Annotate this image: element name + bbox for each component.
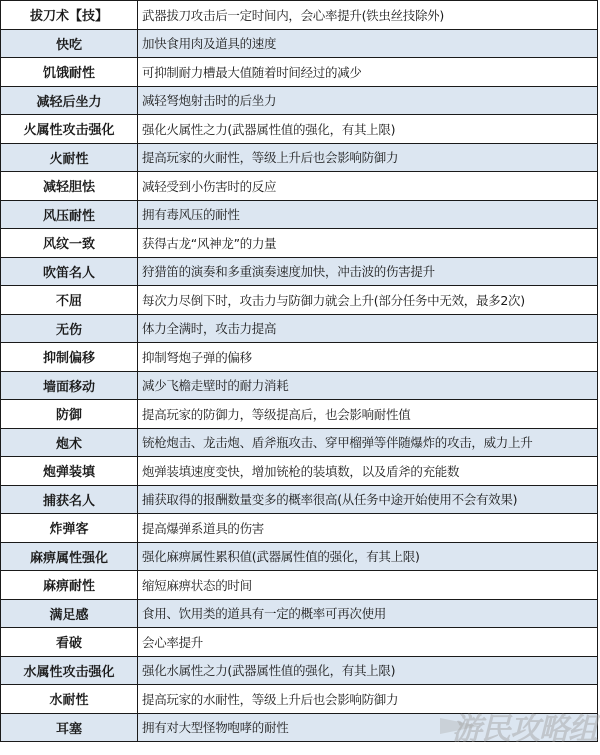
skill-description-cell: 武器拔刀攻击后一定时间内，会心率提升(铁虫丝技除外): [138, 1, 598, 30]
skill-description-cell: 捕获取得的报酬数量变多的概率很高(从任务中途开始使用不会有效果): [138, 485, 598, 514]
table-row: [1, 457, 598, 486]
skill-description-cell: 每次力尽倒下时，攻击力与防御力就会上升(部分任务中无效，最多2次): [138, 286, 598, 315]
skill-name-cell: 防御: [1, 400, 138, 429]
skill-description-cell: 食用、饮用类的道具有一定的概率可再次使用: [138, 599, 598, 628]
skill-description-cell: 减轻受到小伤害时的反应: [138, 172, 598, 201]
table-row: [1, 229, 598, 258]
table-row: [1, 58, 598, 87]
skill-name-cell: 炮术: [1, 428, 138, 457]
skill-name-cell: 拔刀术【技】: [1, 1, 138, 30]
skill-description-cell: 强化水属性之力(武器属性值的强化，有其上限): [138, 656, 598, 685]
table-row: [1, 400, 598, 429]
skill-description-cell: 炮弹装填速度变快，增加铳枪的装填数，以及盾斧的充能数: [138, 457, 598, 486]
table-row: [1, 371, 598, 400]
skill-description-cell: 拥有毒风压的耐性: [138, 200, 598, 229]
skills-table-body: [1, 1, 598, 742]
skill-name-cell: 看破: [1, 628, 138, 657]
skill-name-cell: 麻痹耐性: [1, 571, 138, 600]
table-row: [1, 314, 598, 343]
table-row: [1, 656, 598, 685]
skill-name-cell: 炮弹装填: [1, 457, 138, 486]
skill-description-cell: 可抑制耐力槽最大值随着时间经过的减少: [138, 58, 598, 87]
table-row: [1, 428, 598, 457]
table-row: [1, 1, 598, 30]
skill-name-cell: 无伤: [1, 314, 138, 343]
skill-name-cell: 抑制偏移: [1, 343, 138, 372]
skill-description-cell: 缩短麻痹状态的时间: [138, 571, 598, 600]
skill-description-cell: 强化火属性之力(武器属性值的强化，有其上限): [138, 115, 598, 144]
skill-description-cell: 体力全满时，攻击力提高: [138, 314, 598, 343]
skill-description-cell: 提高玩家的火耐性，等级上升后也会影响防御力: [138, 143, 598, 172]
table-row: [1, 514, 598, 543]
skill-name-cell: 风压耐性: [1, 200, 138, 229]
table-row: [1, 86, 598, 115]
skill-name-cell: 快吃: [1, 29, 138, 58]
skill-description-cell: 提高玩家的水耐性，等级上升后也会影响防御力: [138, 685, 598, 714]
watermark-text: 游民攻略组: [452, 712, 597, 747]
table-row: [1, 29, 598, 58]
table-row: [1, 485, 598, 514]
skill-description-cell: 会心率提升: [138, 628, 598, 657]
skill-name-cell: 火耐性: [1, 143, 138, 172]
table-row: [1, 143, 598, 172]
skill-description-cell: 铳枪炮击、龙击炮、盾斧瓶攻击、穿甲榴弹等伴随爆炸的攻击，威力上升: [138, 428, 598, 457]
skill-name-cell: 风纹一致: [1, 229, 138, 258]
skill-description-cell: 提高玩家的防御力，等级提高后，也会影响耐性值: [138, 400, 598, 429]
skill-name-cell: 减轻后坐力: [1, 86, 138, 115]
skill-name-cell: 火属性攻击强化: [1, 115, 138, 144]
skill-description-cell: 加快食用肉及道具的速度: [138, 29, 598, 58]
table-row: [1, 343, 598, 372]
skill-name-cell: 墙面移动: [1, 371, 138, 400]
skill-name-cell: 耳塞: [1, 713, 138, 742]
table-row: [1, 286, 598, 315]
table-row: [1, 599, 598, 628]
table-row: [1, 115, 598, 144]
table-row: [1, 542, 598, 571]
skill-name-cell: 水耐性: [1, 685, 138, 714]
table-row: [1, 200, 598, 229]
skill-description-cell: 拥有对大型怪物咆哮的耐性: [138, 713, 598, 742]
skill-description-cell: 获得古龙“风神龙”的力量: [138, 229, 598, 258]
table-row: [1, 571, 598, 600]
table-row: [1, 172, 598, 201]
skill-name-cell: 炸弹客: [1, 514, 138, 543]
table-row: [1, 628, 598, 657]
skill-description-cell: 强化麻痹属性累积值(武器属性值的强化，有其上限): [138, 542, 598, 571]
table-row: [1, 685, 598, 714]
skill-name-cell: 吹笛名人: [1, 257, 138, 286]
skill-name-cell: 麻痹属性强化: [1, 542, 138, 571]
skill-name-cell: 水属性攻击强化: [1, 656, 138, 685]
skill-name-cell: 饥饿耐性: [1, 58, 138, 87]
skill-name-cell: 不屈: [1, 286, 138, 315]
skill-description-cell: 减轻弩炮射击时的后坐力: [138, 86, 598, 115]
skill-name-cell: 捕获名人: [1, 485, 138, 514]
skill-name-cell: 满足感: [1, 599, 138, 628]
table-row: [1, 257, 598, 286]
skill-description-cell: 提高爆弹系道具的伤害: [138, 514, 598, 543]
skill-description-cell: 狩猎笛的演奏和多重演奏速度加快，冲击波的伤害提升: [138, 257, 598, 286]
skill-description-cell: 减少飞檐走壁时的耐力消耗: [138, 371, 598, 400]
skill-description-cell: 抑制弩炮子弹的偏移: [138, 343, 598, 372]
skill-name-cell: 减轻胆怯: [1, 172, 138, 201]
table-row: [1, 713, 598, 742]
